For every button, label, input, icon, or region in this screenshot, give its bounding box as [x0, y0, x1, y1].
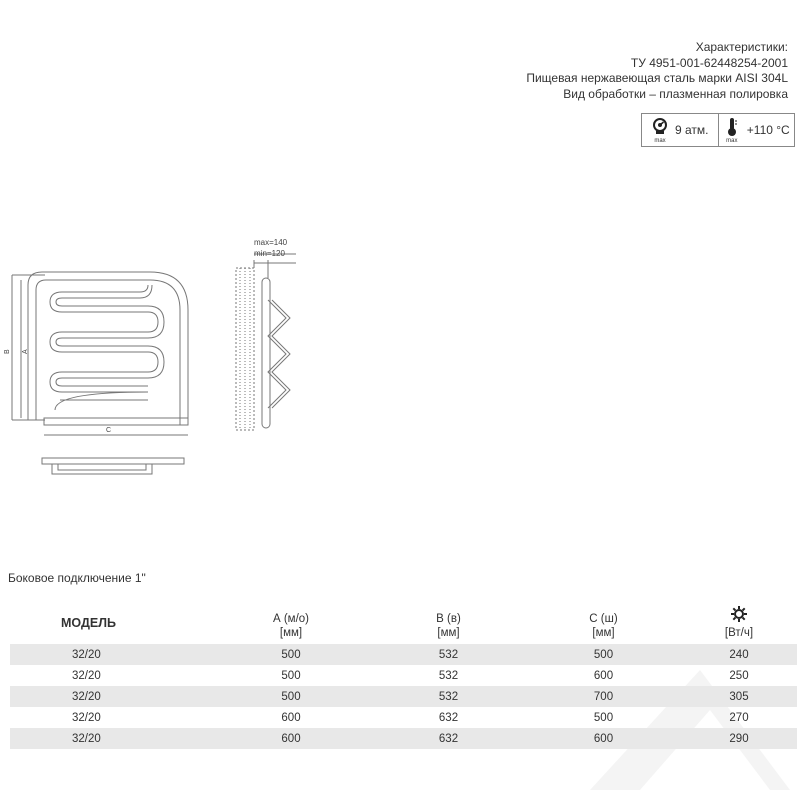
models-table	[10, 606, 797, 749]
header-a-unit: [мм]	[279, 627, 303, 639]
cell-power: 250	[729, 669, 749, 682]
cell-b: 532	[438, 669, 459, 682]
cell-model: 32/20	[72, 711, 101, 724]
depth-min-label: min=120	[254, 249, 285, 258]
table-row	[10, 728, 797, 749]
cell-c: 600	[526, 728, 681, 749]
thermometer-icon	[723, 117, 741, 143]
dimension-a-label: A	[22, 349, 29, 354]
header-c-label: С (ш)	[589, 613, 618, 625]
specifications	[526, 40, 788, 102]
cell-c: 500	[593, 711, 614, 724]
cell-model: 32/20	[10, 686, 211, 707]
dimension-b-label: B	[4, 349, 11, 354]
connection-type: Боковое подключение 1"	[8, 571, 146, 585]
cell-a: 600	[281, 711, 301, 724]
cell-b: 532	[371, 686, 526, 707]
side-view-zigzag	[268, 300, 286, 408]
pressure-value: 9 атм.	[675, 123, 709, 137]
header-b-label: В (в)	[436, 613, 461, 625]
cell-c: 700	[526, 686, 681, 707]
spec-title: Характеристики:	[695, 40, 788, 54]
depth-max-label: max=140	[254, 238, 288, 247]
cell-c: 600	[593, 669, 614, 682]
table-row	[10, 686, 797, 707]
rating-badges	[641, 113, 795, 147]
cell-power: 305	[681, 686, 797, 707]
cell-a: 600	[211, 728, 371, 749]
front-view-serpentine	[50, 292, 158, 392]
cell-a: 500	[211, 644, 371, 665]
cell-b: 632	[371, 728, 526, 749]
temperature-badge	[718, 114, 795, 146]
pressure-gauge-icon	[651, 117, 669, 143]
cell-model: 32/20	[10, 728, 211, 749]
header-b	[371, 606, 526, 644]
sun-heat-icon	[681, 606, 797, 626]
table-row	[10, 644, 797, 665]
spec-steel: Пищевая нержавеющая сталь марки AISI 304L	[526, 71, 788, 85]
cell-power: 240	[681, 644, 797, 665]
header-a	[211, 606, 371, 644]
temperature-max-label: max	[726, 138, 738, 144]
cell-power: 270	[729, 711, 749, 724]
spec-finish: Вид обработки – плазменная полировка	[563, 86, 788, 101]
spec-tu: ТУ 4951-001-62448254-2001	[630, 55, 788, 70]
header-power-unit: [Вт/ч]	[724, 627, 754, 639]
header-model: МОДЕЛЬ	[61, 616, 116, 630]
cell-model: 32/20	[10, 644, 211, 665]
header-c	[526, 606, 681, 644]
dimension-c-label: C	[106, 427, 112, 434]
cell-c: 500	[526, 644, 681, 665]
cell-model: 32/20	[72, 669, 101, 682]
cell-b: 632	[438, 711, 459, 724]
cell-power: 290	[681, 728, 797, 749]
table-row	[10, 707, 797, 728]
header-power	[681, 606, 797, 644]
header-c-unit: [мм]	[592, 627, 615, 639]
pressure-max-label: max	[654, 138, 666, 144]
temperature-value: +110 °C	[746, 123, 790, 137]
pressure-badge	[642, 114, 718, 146]
table-row	[10, 665, 797, 686]
towel-rail-drawing	[0, 230, 310, 490]
cell-a: 500	[281, 669, 301, 682]
header-b-unit: [мм]	[437, 627, 460, 639]
header-a-label: А (м/о)	[272, 613, 310, 625]
cell-a: 500	[211, 686, 371, 707]
top-view	[52, 464, 152, 474]
cell-b: 532	[371, 644, 526, 665]
